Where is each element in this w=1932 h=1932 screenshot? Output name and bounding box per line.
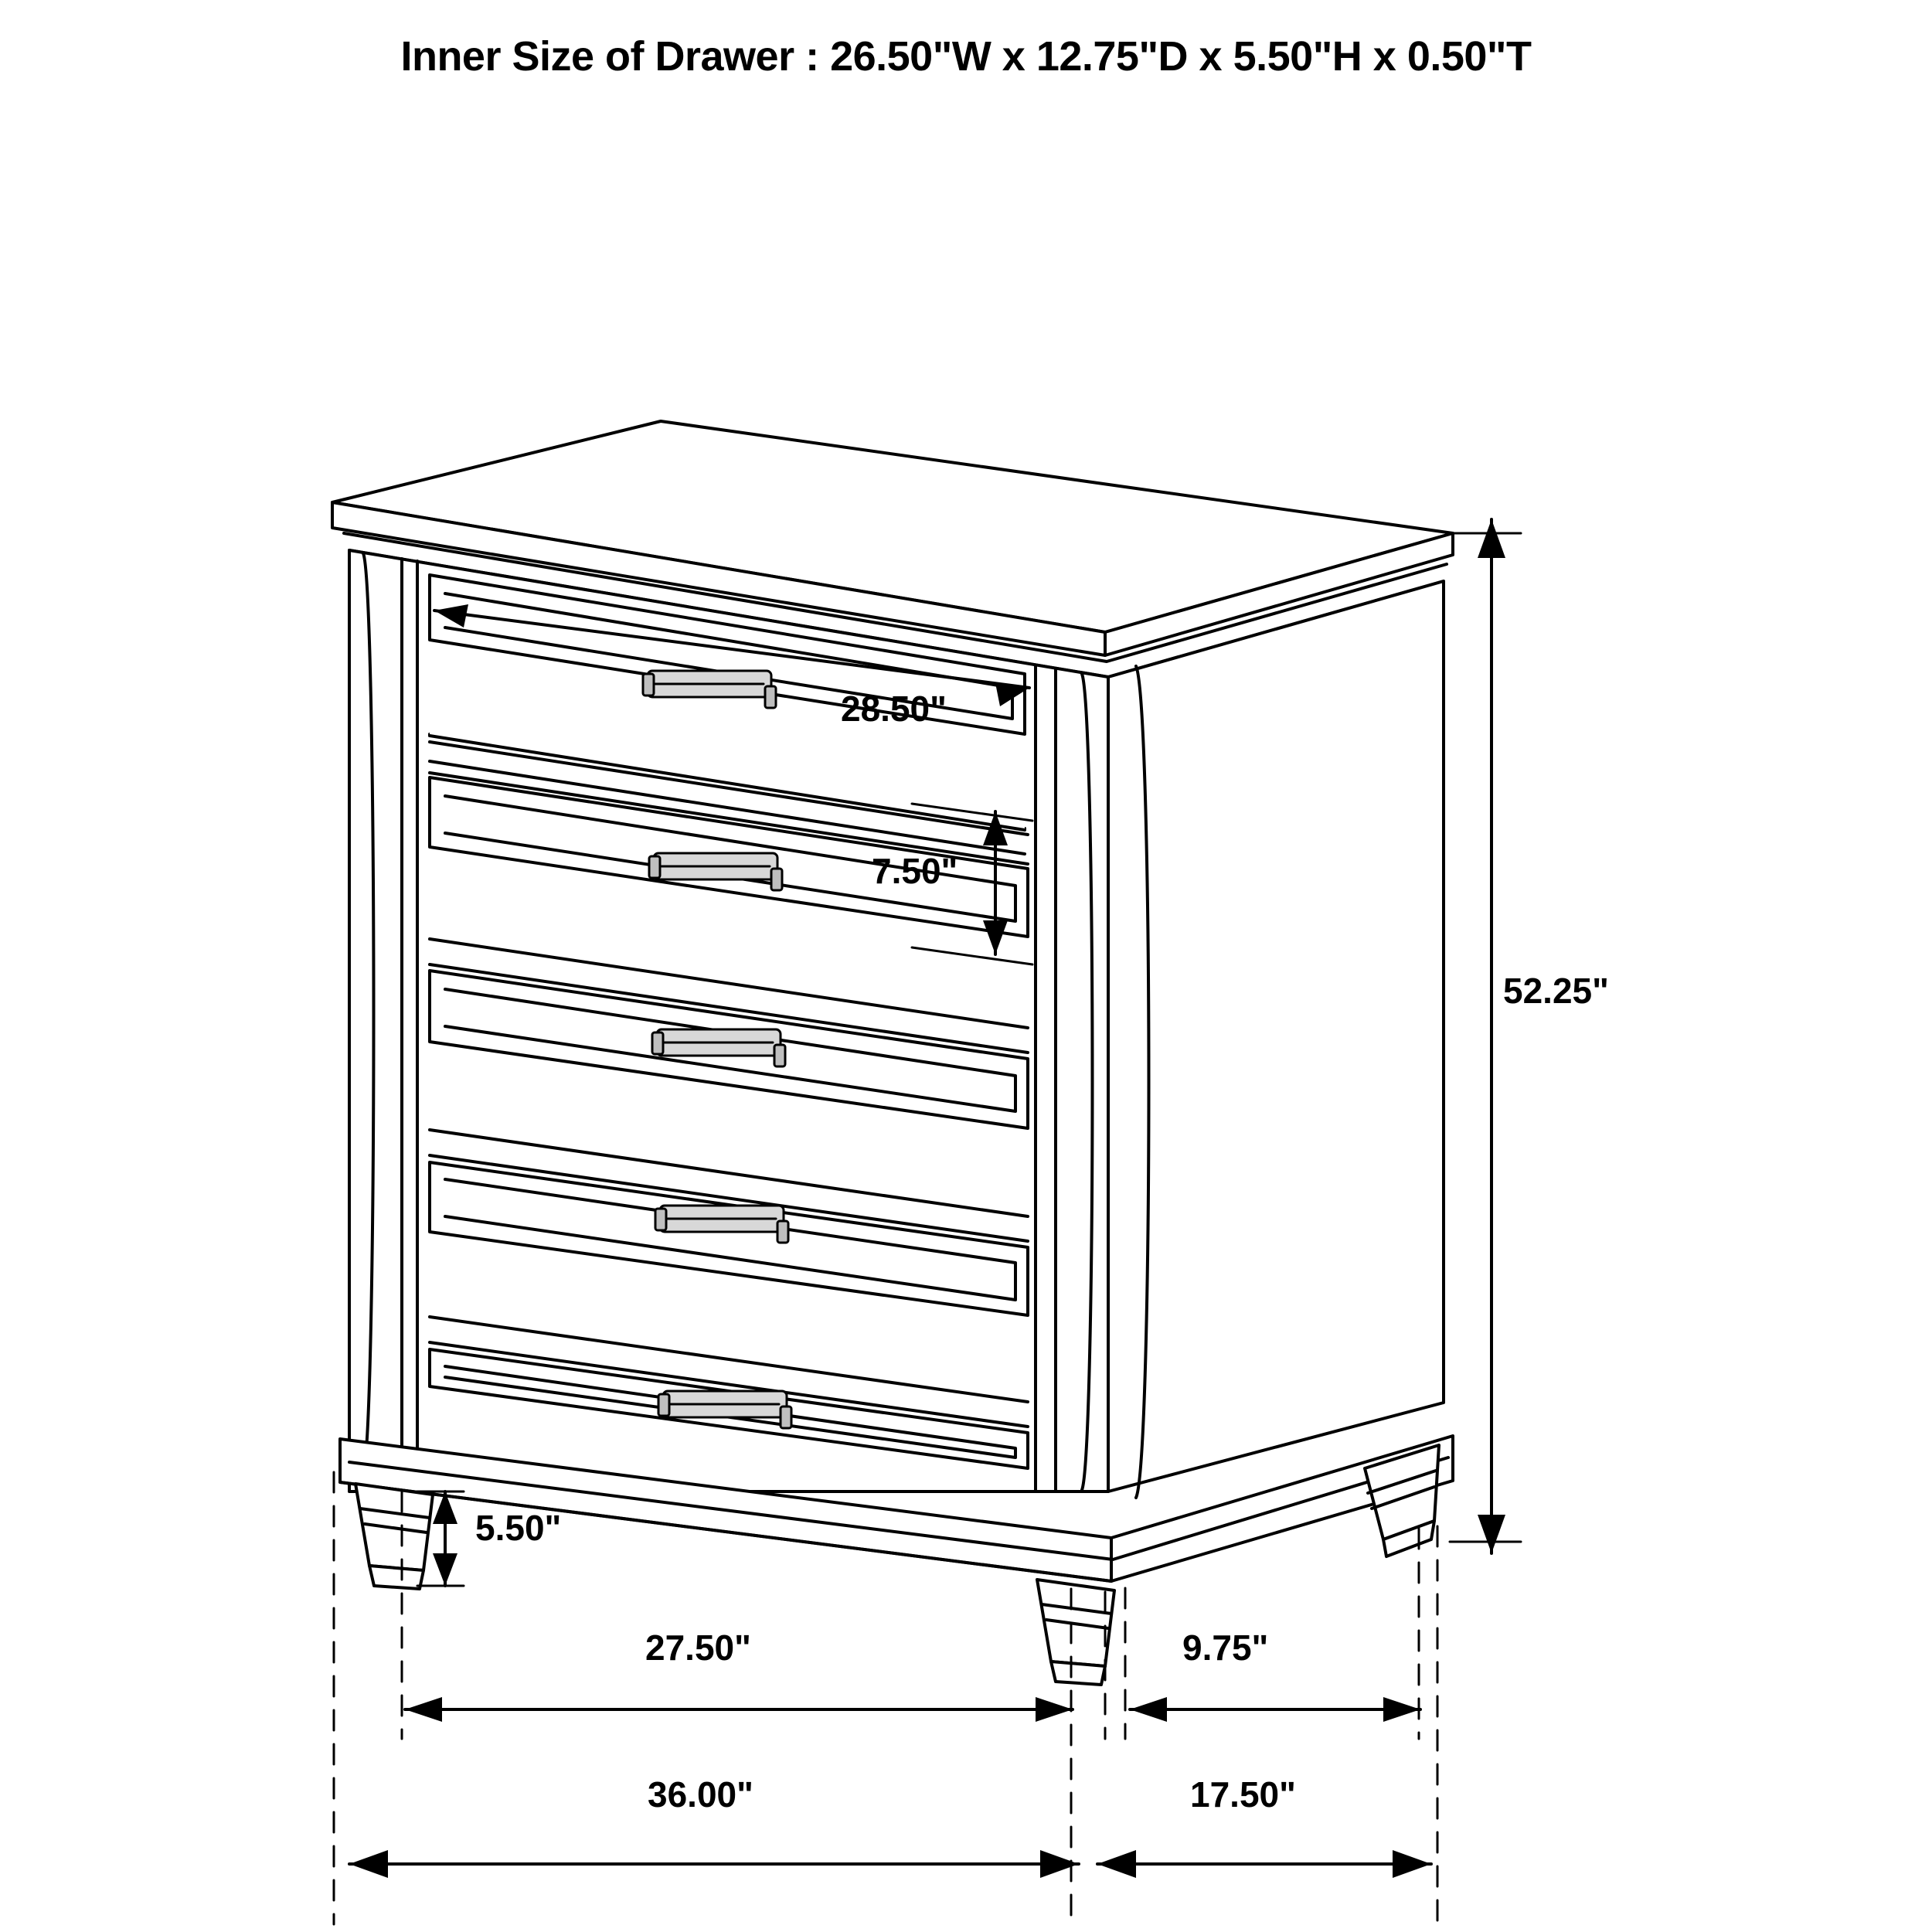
dimension-side-inner-depth	[1130, 1697, 1420, 1722]
dimension-overall-width	[349, 1850, 1079, 1878]
dimension-label-overall-width: 36.00"	[648, 1774, 753, 1815]
dimension-overall-depth	[1097, 1850, 1431, 1878]
leg-front-right	[1037, 1580, 1114, 1685]
dimension-label-leg-height: 5.50"	[475, 1508, 562, 1548]
dimension-front-inner-width	[405, 1697, 1073, 1722]
dimension-label-side-inner-depth: 9.75"	[1182, 1628, 1269, 1668]
page-title: Inner Size of Drawer : 26.50"W x 12.75"D x 5.50"H x 0.50"T	[400, 33, 1532, 80]
dimension-label-overall-depth: 17.50"	[1190, 1774, 1296, 1815]
dimension-label-drawer-height: 7.50"	[872, 851, 958, 891]
dimension-overall-height	[1450, 519, 1521, 1553]
dimension-label-drawer-width: 28.50"	[841, 689, 947, 729]
dimension-label-overall-height: 52.25"	[1503, 971, 1609, 1011]
leg-front-left	[355, 1484, 433, 1589]
dimension-label-front-inner-width: 27.50"	[645, 1628, 751, 1668]
